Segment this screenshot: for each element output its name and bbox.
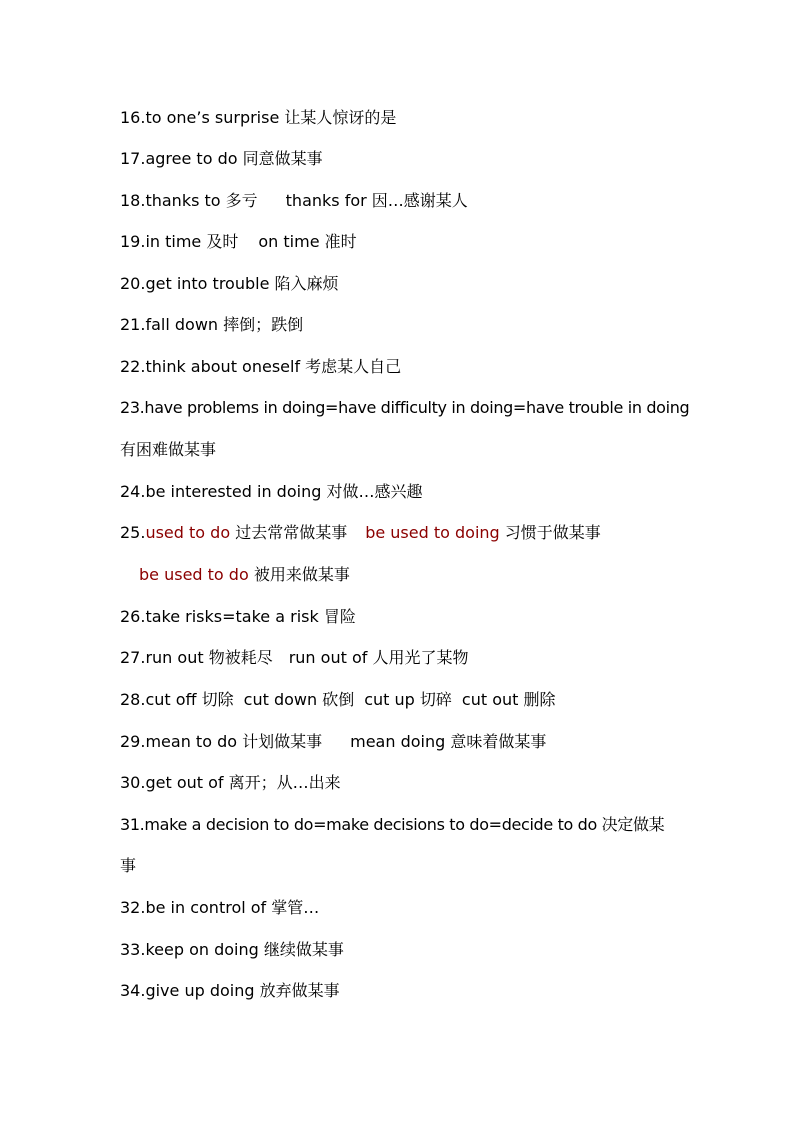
phrase-text: mean doing 意味着做某事 <box>350 732 547 751</box>
item-number: 23. <box>120 398 145 417</box>
phrase-text: in time 及时 <box>145 232 239 251</box>
phrase-text: fall down 摔倒；跌倒 <box>145 315 304 334</box>
item-number: 20. <box>120 274 146 293</box>
phrase-30 <box>120 772 690 794</box>
phrase-26 <box>120 606 690 628</box>
phrase-text: be interested in doing 对做…感兴趣 <box>145 482 423 501</box>
item-number: 19. <box>120 232 146 251</box>
phrase-20 <box>120 273 690 295</box>
phrase-text: cut out 删除 <box>461 690 556 709</box>
phrase-33 <box>120 939 690 961</box>
phrase-text: cut up 切碎 <box>364 690 452 709</box>
item-number: 27. <box>120 648 146 667</box>
phrase-text: thanks for 因…感谢某人 <box>285 191 468 210</box>
phrase-23-continued <box>120 439 690 461</box>
phrase-31 <box>120 814 690 836</box>
phrase-text: keep on doing 继续做某事 <box>145 940 344 959</box>
phrase-text: get into trouble 陷入麻烦 <box>145 274 339 293</box>
phrase-28 <box>120 689 690 711</box>
item-number: 21. <box>120 315 146 334</box>
item-number: 18. <box>120 191 146 210</box>
phrase-19 <box>120 231 690 253</box>
phrase-23 <box>120 397 690 419</box>
phrase-text: think about oneself 考虑某人自己 <box>145 357 402 376</box>
phrase-text: 有困难做某事 <box>120 440 217 459</box>
phrase-34 <box>120 980 690 1002</box>
item-number: 33. <box>120 940 146 959</box>
item-number: 22. <box>120 357 146 376</box>
phrase-text: run out of 人用光了某物 <box>288 648 469 667</box>
phrase-text: on time 准时 <box>258 232 357 251</box>
phrase-text: mean to do 计划做某事 <box>145 732 323 751</box>
item-number: 34. <box>120 981 146 1000</box>
item-number: 24. <box>120 482 146 501</box>
phrase-text: have problems in doing=have difficulty in doing=have trouble in doing <box>144 398 690 417</box>
item-number: 26. <box>120 607 146 626</box>
phrase-22 <box>120 356 690 378</box>
phrase-29 <box>120 731 690 753</box>
phrase-21 <box>120 314 690 336</box>
phrase-text: be in control of 掌管… <box>145 898 320 917</box>
phrase-text: make a decision to do=make decisions to do=decide to do 决定做某 <box>144 815 665 834</box>
phrase-text: get out of 离开；从…出来 <box>145 773 341 792</box>
phrase-16 <box>120 107 690 129</box>
item-number: 17. <box>120 149 146 168</box>
phrase-meaning: 习惯于做某事 <box>499 523 601 542</box>
item-number: 31. <box>120 815 145 834</box>
phrase-meaning: 过去常常做某事 <box>230 523 348 542</box>
item-number: 16. <box>120 108 146 127</box>
item-number: 30. <box>120 773 146 792</box>
item-number: 28. <box>120 690 146 709</box>
phrase-meaning: 被用来做某事 <box>248 565 350 584</box>
highlighted-phrase: be used to doing <box>365 523 500 542</box>
phrase-27 <box>120 647 690 669</box>
phrase-text: 事 <box>120 856 137 875</box>
phrase-25-continued <box>139 564 709 586</box>
phrase-text: take risks=take a risk 冒险 <box>145 607 356 626</box>
item-number: 25. <box>120 523 146 542</box>
phrase-32 <box>120 897 690 919</box>
phrase-text: to one’s surprise 让某人惊讶的是 <box>145 108 397 127</box>
phrase-17 <box>120 148 690 170</box>
phrase-31-continued <box>120 855 690 877</box>
item-number: 32. <box>120 898 146 917</box>
phrase-text: cut down 砍倒 <box>243 690 355 709</box>
phrase-25 <box>120 522 690 544</box>
phrase-text: cut off 切除 <box>145 690 234 709</box>
phrase-18 <box>120 190 690 212</box>
phrase-24 <box>120 481 690 503</box>
phrase-text: thanks to 多亏 <box>145 191 258 210</box>
item-number: 29. <box>120 732 146 751</box>
highlighted-phrase: used to do <box>145 523 231 542</box>
highlighted-phrase: be used to do <box>139 565 249 584</box>
phrase-text: agree to do 同意做某事 <box>145 149 323 168</box>
phrase-text: give up doing 放弃做某事 <box>145 981 340 1000</box>
phrase-text: run out 物被耗尽 <box>145 648 273 667</box>
